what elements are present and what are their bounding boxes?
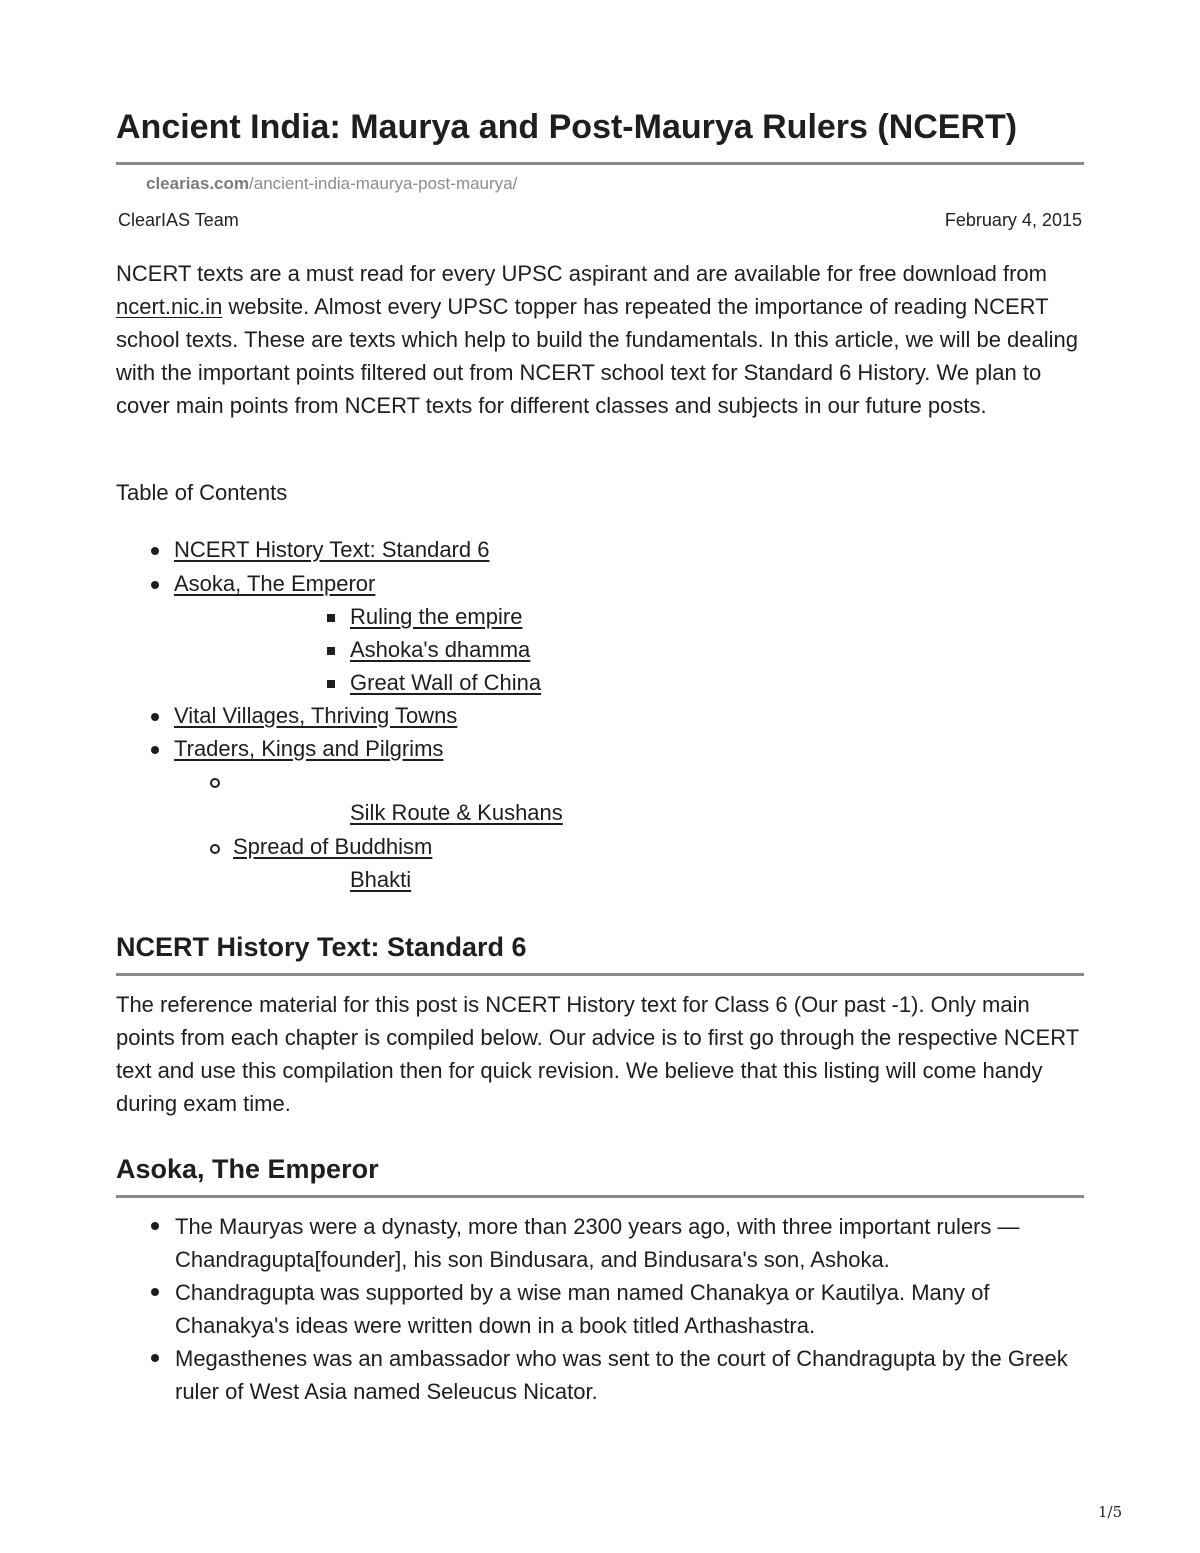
toc-link[interactable]: Spread of Buddhism bbox=[233, 834, 433, 859]
square-bullet-icon bbox=[327, 614, 335, 622]
intro-text-end: website. Almost every UPSC topper has repeated the importance of reading NCERT school texts. These are texts which help to build the fundamentals. In this article, we will be dealing with the important points filtered out from NCERT school text for Standard 6 History. We plan to cover main points from NCERT texts for different classes and subjects in our future posts. bbox=[116, 294, 1079, 418]
section-heading-ncert-history: NCERT History Text: Standard 6 bbox=[116, 932, 527, 962]
toc-link[interactable]: Silk Route & Kushans bbox=[350, 800, 563, 825]
bullet-icon bbox=[151, 1288, 159, 1296]
toc-item-traders[interactable] bbox=[174, 736, 443, 762]
intro-text-start: NCERT texts are a must read for every UPSC aspirant and are available for free download from bbox=[116, 261, 1047, 286]
toc-item-dhamma[interactable] bbox=[350, 637, 530, 663]
toc-item-silk-route[interactable] bbox=[350, 800, 563, 826]
section-divider bbox=[116, 973, 1084, 976]
section-heading-asoka: Asoka, The Emperor bbox=[116, 1154, 379, 1184]
toc-link[interactable]: Traders, Kings and Pilgrims bbox=[174, 736, 444, 761]
toc-item-bhakti[interactable] bbox=[350, 867, 411, 893]
toc-link[interactable]: Vital Villages, Thriving Towns bbox=[174, 703, 458, 728]
toc-title: Table of Contents bbox=[116, 480, 288, 505]
toc-link[interactable]: NCERT History Text: Standard 6 bbox=[174, 537, 490, 562]
list-item: The Mauryas were a dynasty, more than 2300 years ago, with three important rulers — Chandragupta[founder], his son Bindusara, and Bindusara's son, Ashoka. bbox=[175, 1214, 1020, 1272]
circle-bullet-icon bbox=[210, 778, 220, 788]
square-bullet-icon bbox=[327, 680, 335, 688]
source-url[interactable] bbox=[146, 174, 517, 194]
toc-link[interactable]: Ashoka's dhamma bbox=[350, 637, 531, 662]
toc-item-ruling-empire[interactable] bbox=[350, 604, 522, 630]
author-name: ClearIAS Team bbox=[118, 210, 239, 230]
bullet-icon bbox=[151, 746, 159, 754]
publish-date: February 4, 2015 bbox=[944, 210, 1082, 230]
ncert-link[interactable]: ncert.nic.in bbox=[116, 294, 223, 319]
toc-item-great-wall[interactable] bbox=[350, 670, 541, 696]
bullet-icon bbox=[151, 1354, 159, 1362]
toc-item-asoka[interactable] bbox=[174, 571, 375, 597]
article-title: Ancient India: Maurya and Post-Maurya Rulers (NCERT) bbox=[116, 108, 1018, 146]
section-paragraph: The reference material for this post is NCERT History text for Class 6 (Our past -1). Only main points from each chapter is compiled below. Our advice is to first go through the respective NCERT text and use this compilation then for quick revision. We believe that this listing will come handy during exam time. bbox=[116, 992, 1079, 1116]
circle-bullet-icon bbox=[210, 844, 220, 854]
title-divider bbox=[116, 162, 1084, 165]
bullet-icon bbox=[151, 547, 159, 555]
bullet-icon bbox=[151, 1222, 159, 1230]
toc-item-vital-villages[interactable] bbox=[174, 703, 457, 729]
bullet-icon bbox=[151, 581, 159, 589]
toc-link[interactable]: Asoka, The Emperor bbox=[174, 571, 376, 596]
toc-link[interactable]: Bhakti bbox=[350, 867, 412, 892]
url-domain: clearias.com bbox=[146, 174, 250, 193]
list-item: Chandragupta was supported by a wise man named Chanakya or Kautilya. Many of Chanakya's ideas were written down in a book titled Arthashastra. bbox=[175, 1280, 990, 1338]
toc-item-ncert-history[interactable] bbox=[174, 537, 489, 563]
toc-link[interactable]: Ruling the empire bbox=[350, 604, 523, 629]
list-item: Megasthenes was an ambassador who was sent to the court of Chandragupta by the Greek ruler of West Asia named Seleucus Nicator. bbox=[175, 1346, 1068, 1404]
toc-item-buddhism[interactable] bbox=[233, 834, 432, 860]
bullet-icon bbox=[151, 713, 159, 721]
page-number: 1/5 bbox=[1098, 1503, 1123, 1521]
square-bullet-icon bbox=[327, 647, 335, 655]
url-path: /ancient-india-maurya-post-maurya/ bbox=[249, 174, 518, 193]
section-divider bbox=[116, 1195, 1084, 1198]
toc-link[interactable]: Great Wall of China bbox=[350, 670, 542, 695]
intro-paragraph bbox=[116, 257, 1084, 422]
